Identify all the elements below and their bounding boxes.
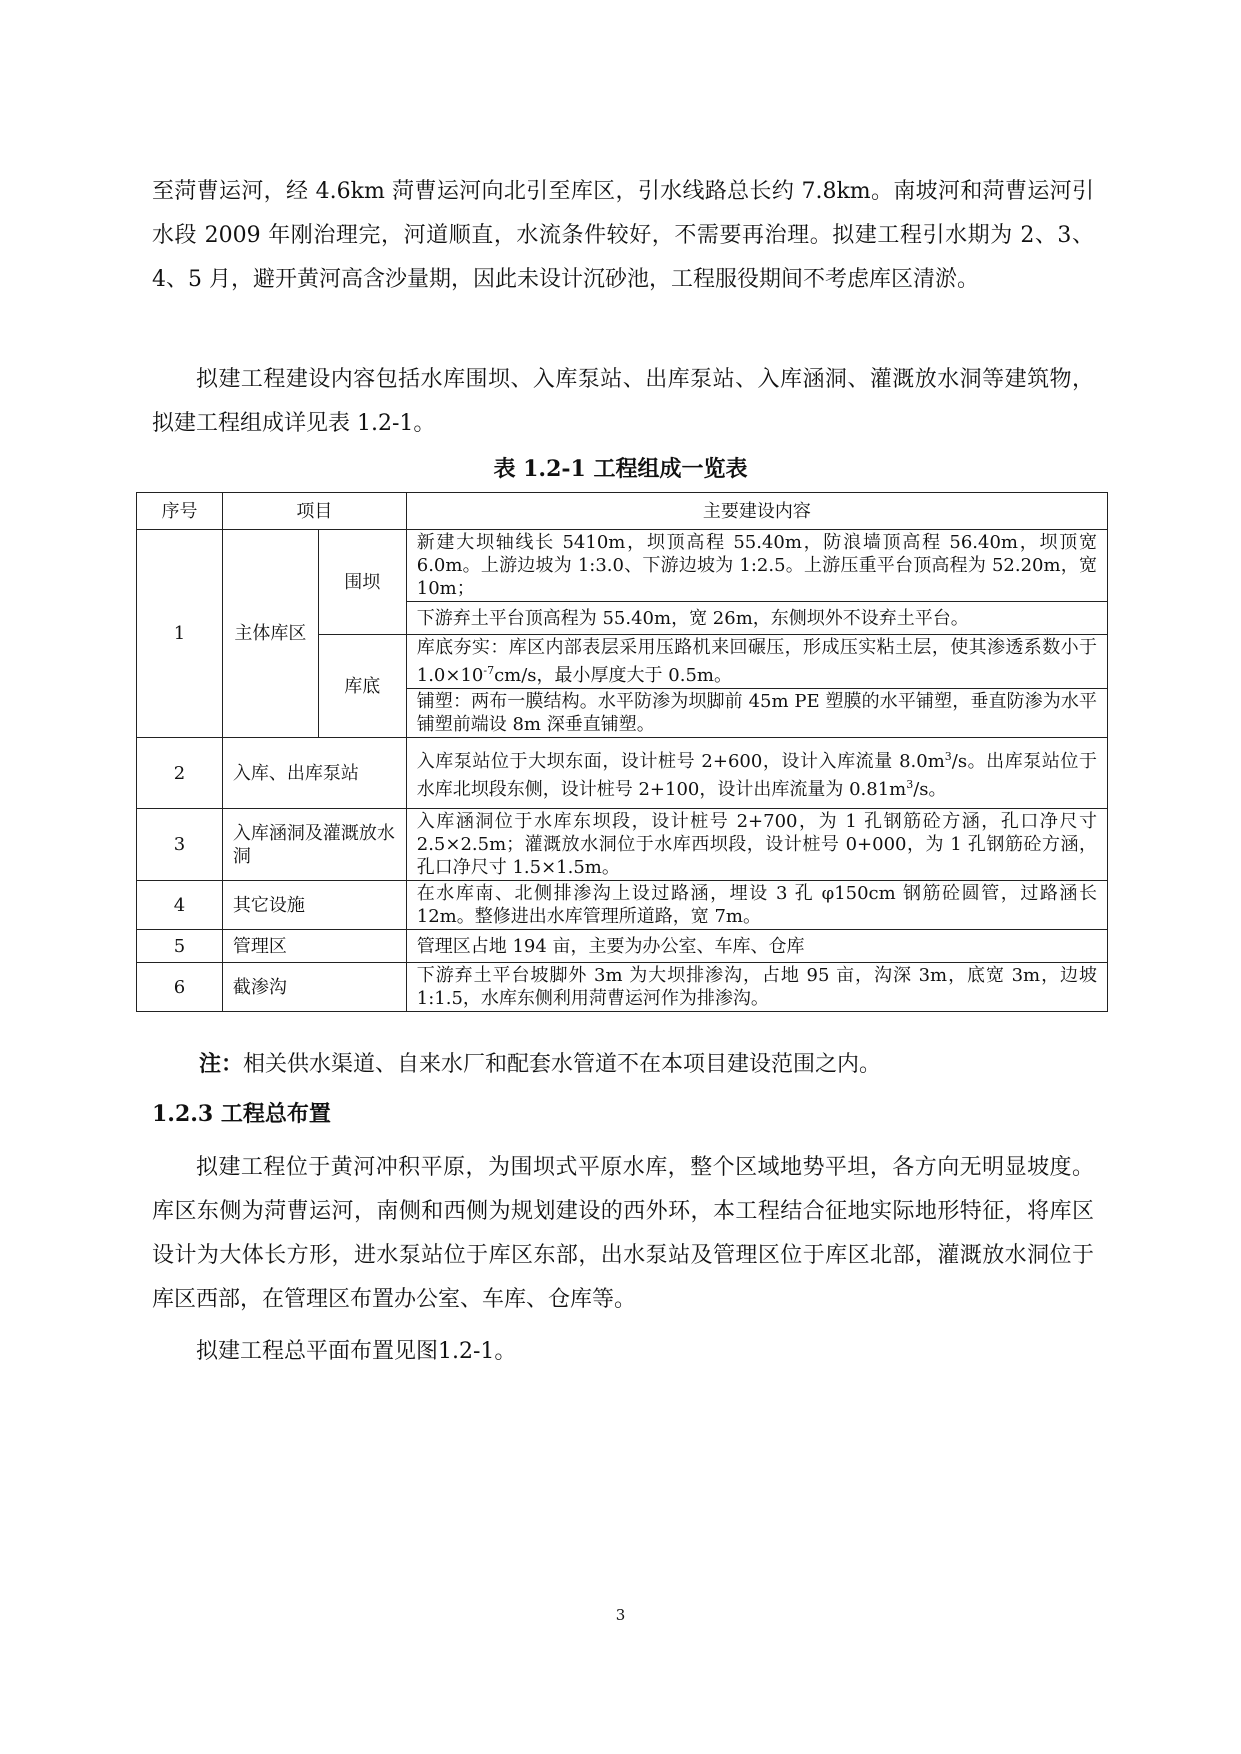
row-item: 管理区 [222, 930, 406, 963]
header-item: 项目 [222, 493, 406, 530]
row-item: 入库涵洞及灌溉放水洞 [222, 809, 406, 881]
row-content: 下游弃土平台顶高程为 55.40m，宽 26m，东侧坝外不设弃土平台。 [406, 602, 1107, 635]
paragraph-3: 拟建工程位于黄河冲积平原，为围坝式平原水库，整个区域地势平坦，各方向无明显坡度。库区东侧为菏曹运河，南侧和西侧为规划建设的西外环，本工程结合征地实际地形特征，将库区设计为大体长方形，进水泵站位于库区东部，出水泵站及管理区位于库区北部，灌溉放水洞位于库区西部，在管理区布置办公室、车库、仓库等。 [152, 1155, 1094, 1312]
page-number: 3 [615, 1606, 626, 1624]
paragraph-1: 至菏曹运河，经 4.6km 菏曹运河向北引至库区，引水线路总长约 7.8km。南坡河和菏曹运河引水段 2009 年刚治理完，河道顺直，水流条件较好，不需要再治理。拟建工程引水期为 2、3、4、5 月，避开黄河高含沙量期，因此未设计沉砂池，工程服役期间不考虑库区清淤。 [152, 179, 1094, 292]
table-caption: 表 1.2-1 工程组成一览表 [493, 456, 748, 482]
table-row [137, 809, 1108, 881]
table-row [137, 530, 1108, 602]
table-note [199, 1048, 881, 1081]
row-content: 在水库南、北侧排渗沟上设过路涵，埋设 3 孔 φ150cm 钢筋砼圆管，过路涵长 12m。整修进出水库管理所道路，宽 7m。 [406, 881, 1107, 930]
project-composition-table [136, 492, 1108, 1012]
note-text: 相关供水渠道、自来水厂和配套水管道不在本项目建设范围之内。 [243, 1052, 882, 1077]
row-content: 新建大坝轴线长 5410m，坝顶高程 55.40m，防浪墙顶高程 56.40m，坝顶宽 6.0m。上游边坡为 1:3.0、下游边坡为 1:2.5。上游压重平台顶高程为 52.20m，宽 10m； [406, 530, 1107, 602]
header-no: 序号 [137, 493, 223, 530]
row-content: 下游弃土平台坡脚外 3m 为大坝排渗沟，占地 95 亩，沟深 3m，底宽 3m，边坡 1:1.5，水库东侧利用菏曹运河作为排渗沟。 [406, 963, 1107, 1012]
row-subitem: 库底 [318, 635, 406, 738]
row-no: 6 [137, 963, 223, 1012]
row-no: 2 [137, 738, 223, 809]
row-content: 管理区占地 194 亩，主要为办公室、车库、仓库 [406, 930, 1107, 963]
row-content: 库底夯实：库区内部表层采用压路机来回碾压，形成压实粘土层，使其渗透系数小于 $1.0\times 10^{-7}cm/s$，最小厚度大于 0.5m。 [406, 635, 1107, 689]
table-row [137, 881, 1108, 930]
row-group: 主体库区 [222, 530, 318, 738]
header-content: 主要建设内容 [406, 493, 1107, 530]
note-label: 注： [199, 1051, 244, 1077]
row-no: 1 [137, 530, 223, 738]
section-heading: 1.2.3 工程总布置 [152, 1101, 331, 1127]
row-item: 截渗沟 [222, 963, 406, 1012]
row-content: 入库泵站位于大坝东面，设计桩号 2+600，设计入库流量 $8.0m^3/s$。出库泵站位于水库北坝段东侧，设计桩号 2+100，设计出库流量为 $0.81m^3/s$。 [406, 738, 1107, 809]
table-header-row [137, 493, 1108, 530]
row-no: 3 [137, 809, 223, 881]
row-item: 其它设施 [222, 881, 406, 930]
row-item: 入库、出库泵站 [222, 738, 406, 809]
table-row [137, 738, 1108, 809]
paragraph-2: 拟建工程建设内容包括水库围坝、入库泵站、出库泵站、入库涵洞、灌溉放水洞等建筑物，拟建工程组成详见表 1.2-1。 [152, 367, 1094, 436]
paragraph-4: 拟建工程总平面布置见图1.2-1。 [196, 1339, 517, 1364]
table-row [137, 930, 1108, 963]
row-subitem: 围坝 [318, 530, 406, 635]
row-content: 入库涵洞位于水库东坝段，设计桩号 2+700，为 1 孔钢筋砼方涵，孔口净尺寸 2.5×2.5m；灌溉放水洞位于水库西坝段，设计桩号 0+000，为 1 孔钢筋砼方涵，孔口净尺寸 1.5×1.5m。 [406, 809, 1107, 881]
row-no: 4 [137, 881, 223, 930]
row-content: 铺塑：两布一膜结构。水平防渗为坝脚前 45m PE 塑膜的水平铺塑，垂直防渗为水平铺塑前端设 8m 深垂直铺塑。 [406, 689, 1107, 738]
row-no: 5 [137, 930, 223, 963]
table-row [137, 963, 1108, 1012]
